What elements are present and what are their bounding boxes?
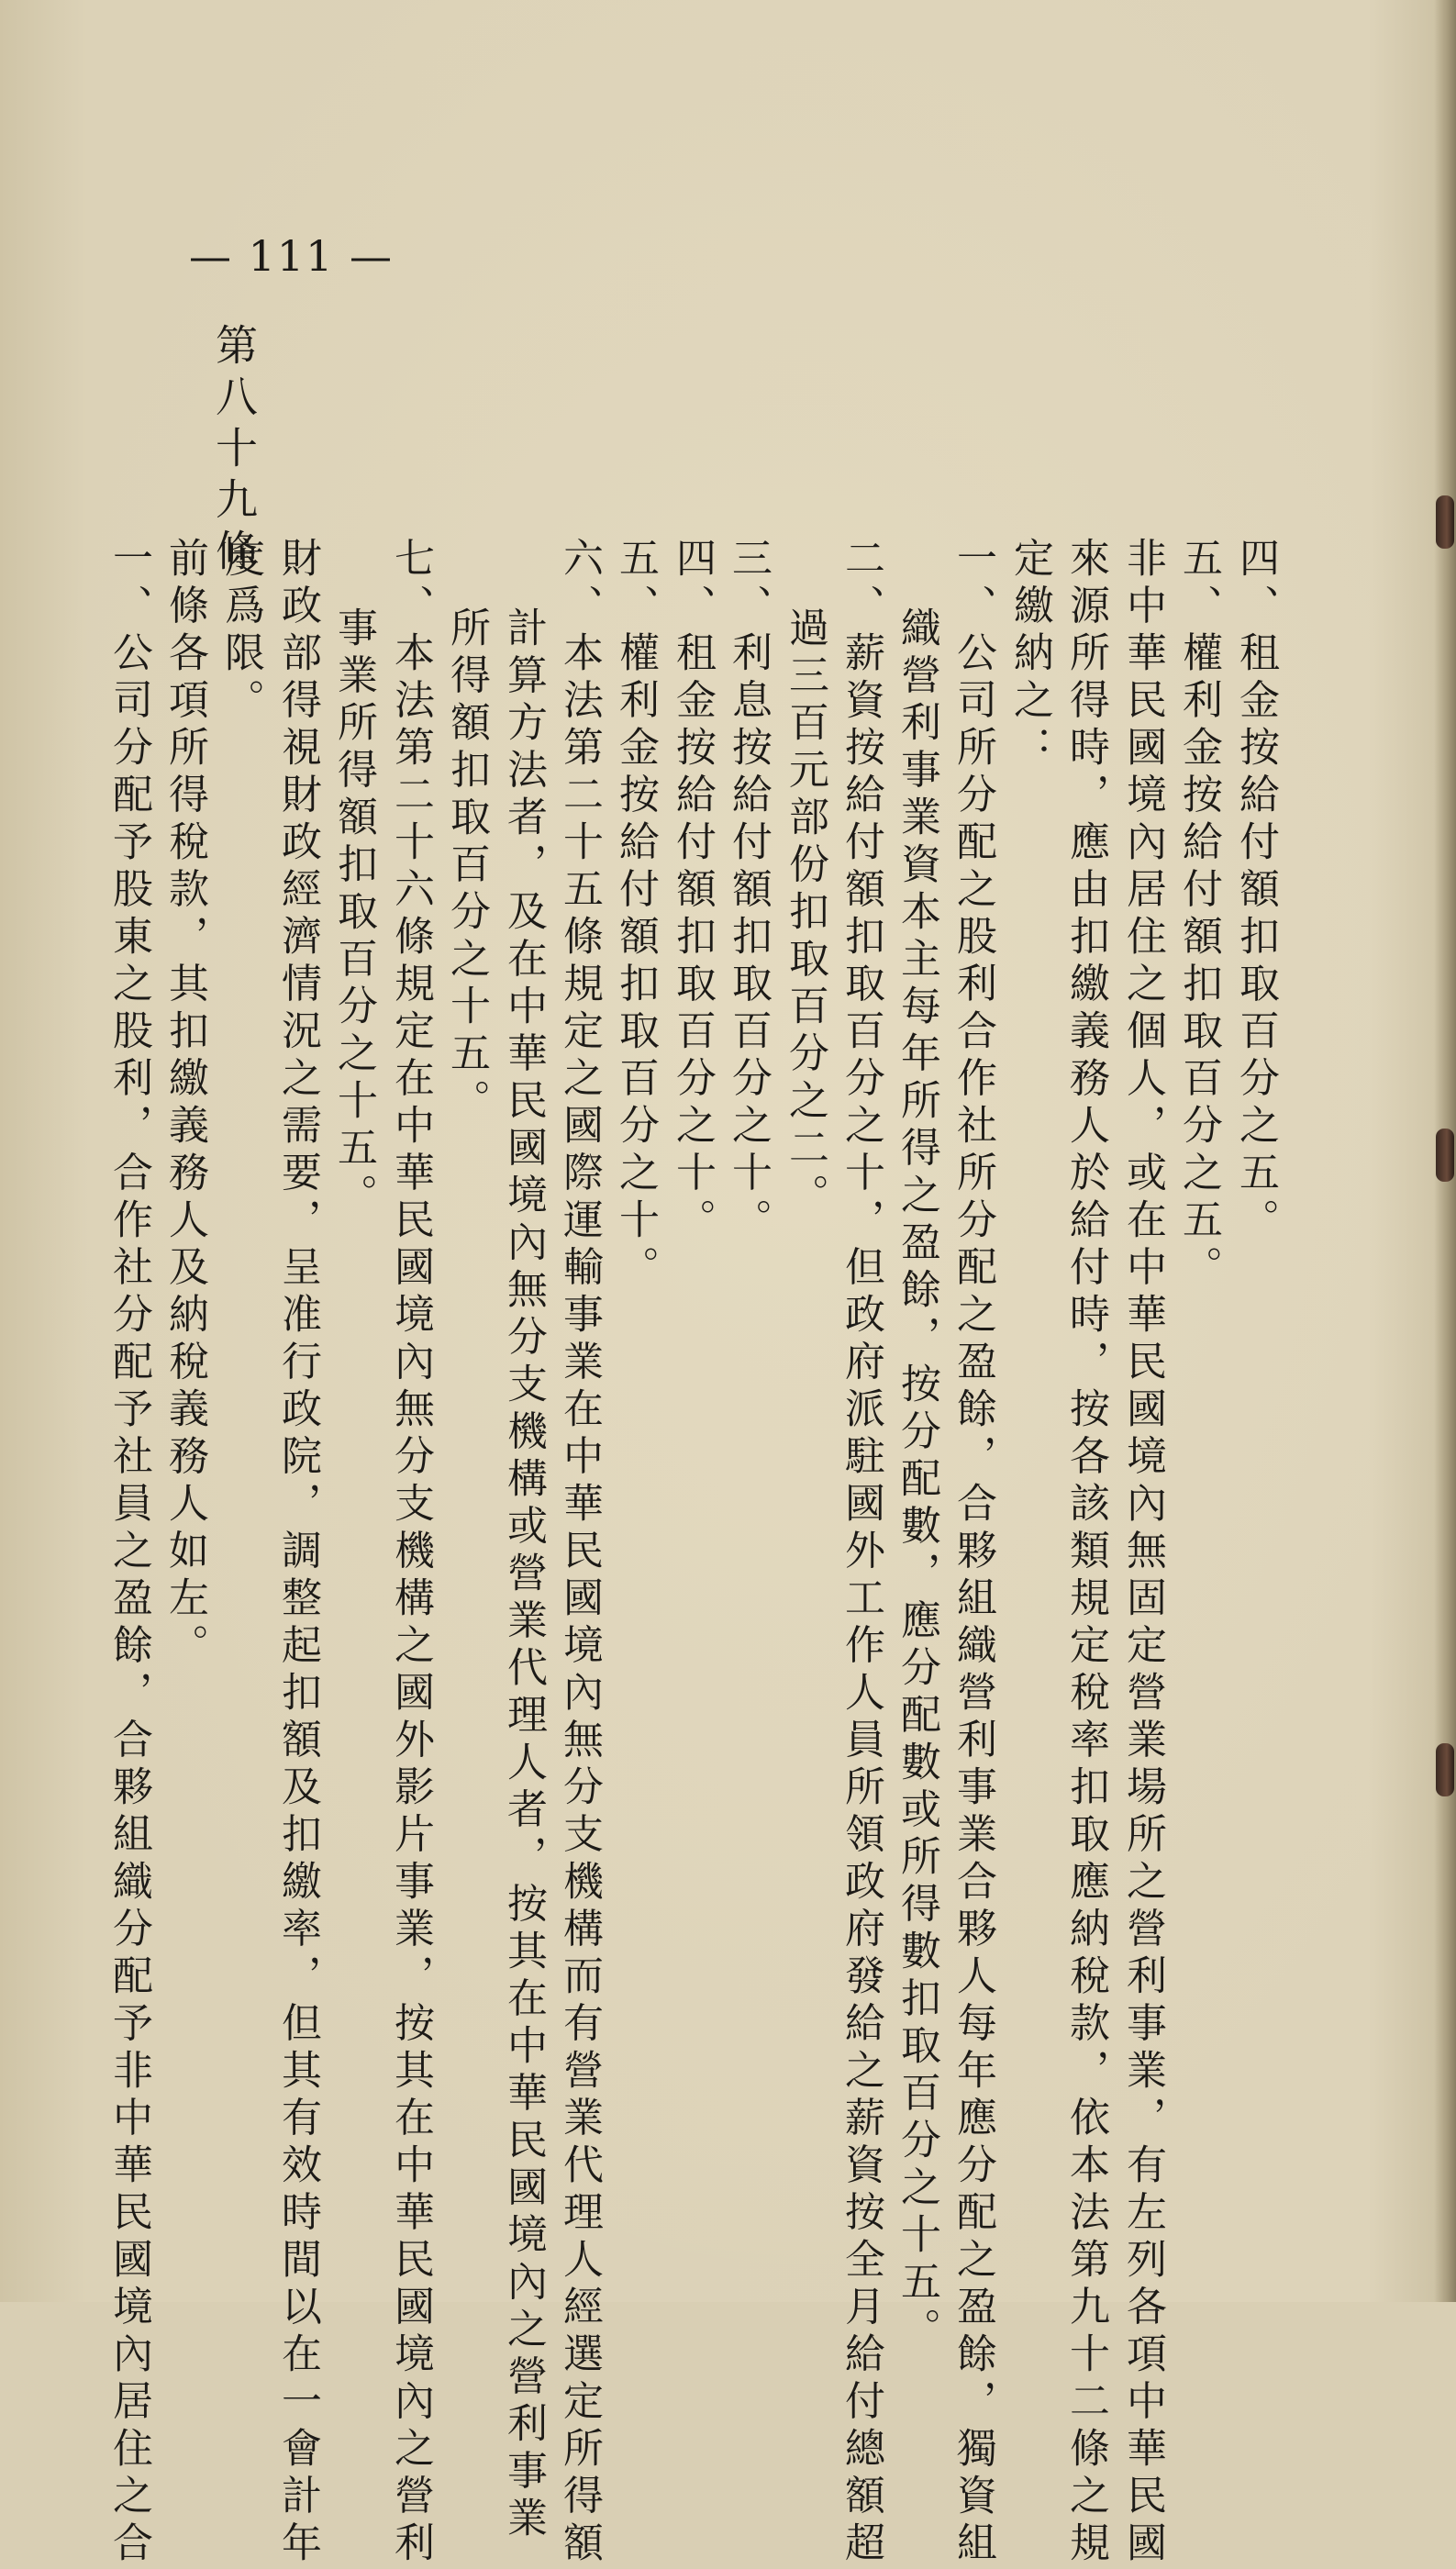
article-heading: 第八十九條 bbox=[209, 323, 259, 580]
text-column: 事業所得額扣取百分之十五。 bbox=[330, 606, 377, 1221]
text-column: 織營利事業資本主每年所得之盈餘，按分配數，應分配數或所得數扣取百分之十五。 bbox=[894, 606, 940, 2355]
text-column: 過三百元部份扣取百分之二。 bbox=[782, 606, 828, 1221]
text-column: 二、薪資按給付額扣取百分之十，但政府派駐國外工作人員所領政府發給之薪資按全月給付總額超 bbox=[838, 537, 884, 2569]
text-column: 定繳納之： bbox=[1006, 537, 1053, 773]
text-column: 所得額扣取百分之十五。 bbox=[443, 606, 490, 1127]
text-column: 四、租金按給付額扣取百分之五。 bbox=[1232, 537, 1279, 1246]
text-column: 五、權利金按給付額扣取百分之五。 bbox=[1175, 537, 1222, 1293]
text-column: 七、本法第二十六條規定在中華民國境內無分支機構之國外影片事業，按其在中華民國境內之營利 bbox=[387, 537, 434, 2569]
binding-ring bbox=[1436, 1743, 1454, 1796]
page-number: — 111 — bbox=[189, 231, 395, 281]
binding-ring bbox=[1436, 1129, 1454, 1182]
binding-ring bbox=[1436, 495, 1454, 549]
text-column: 度爲限。 bbox=[217, 537, 264, 726]
text-column: 四、租金按給付額扣取百分之十。 bbox=[669, 537, 716, 1246]
text-column: 前條各項所得稅款，其扣繳義務人及納稅義務人如左。 bbox=[161, 537, 208, 1671]
text-column: 財政部得視財政經濟情況之需要，呈准行政院，調整起扣額及扣繳率，但其有效時間以在一會計年 bbox=[274, 537, 321, 2569]
text-column: 一、公司所分配之股利合作社所分配之盈餘，合夥組織營利事業合夥人每年應分配之盈餘，獨資組 bbox=[950, 537, 996, 2569]
text-column: 三、利息按給付額扣取百分之十。 bbox=[725, 537, 772, 1246]
text-column: 六、本法第二十五條規定之國際運輸事業在中華民國境內無分支機構而有營業代理人經選定所得額 bbox=[556, 537, 603, 2569]
page-binding-edge bbox=[1434, 0, 1456, 2302]
text-column: 非中華民國境內居住之個人，或在中華民國境內無固定營業場所之營利事業，有左列各項中華民國 bbox=[1119, 537, 1166, 2569]
text-column: 計算方法者，及在中華民國境內無分支機構或營業代理人者，按其在中華民國境內之營利事業 bbox=[500, 606, 547, 2544]
text-column: 來源所得時，應由扣繳義務人於給付時，按各該類規定稅率扣取應納稅款，依本法第九十二條之規 bbox=[1062, 537, 1109, 2569]
text-column: 一、公司分配予股東之股利，合作社分配予社員之盈餘，合夥組織分配予非中華民國境內居住之合 bbox=[106, 537, 152, 2569]
text-column: 五、權利金按給付額扣取百分之十。 bbox=[612, 537, 659, 1293]
